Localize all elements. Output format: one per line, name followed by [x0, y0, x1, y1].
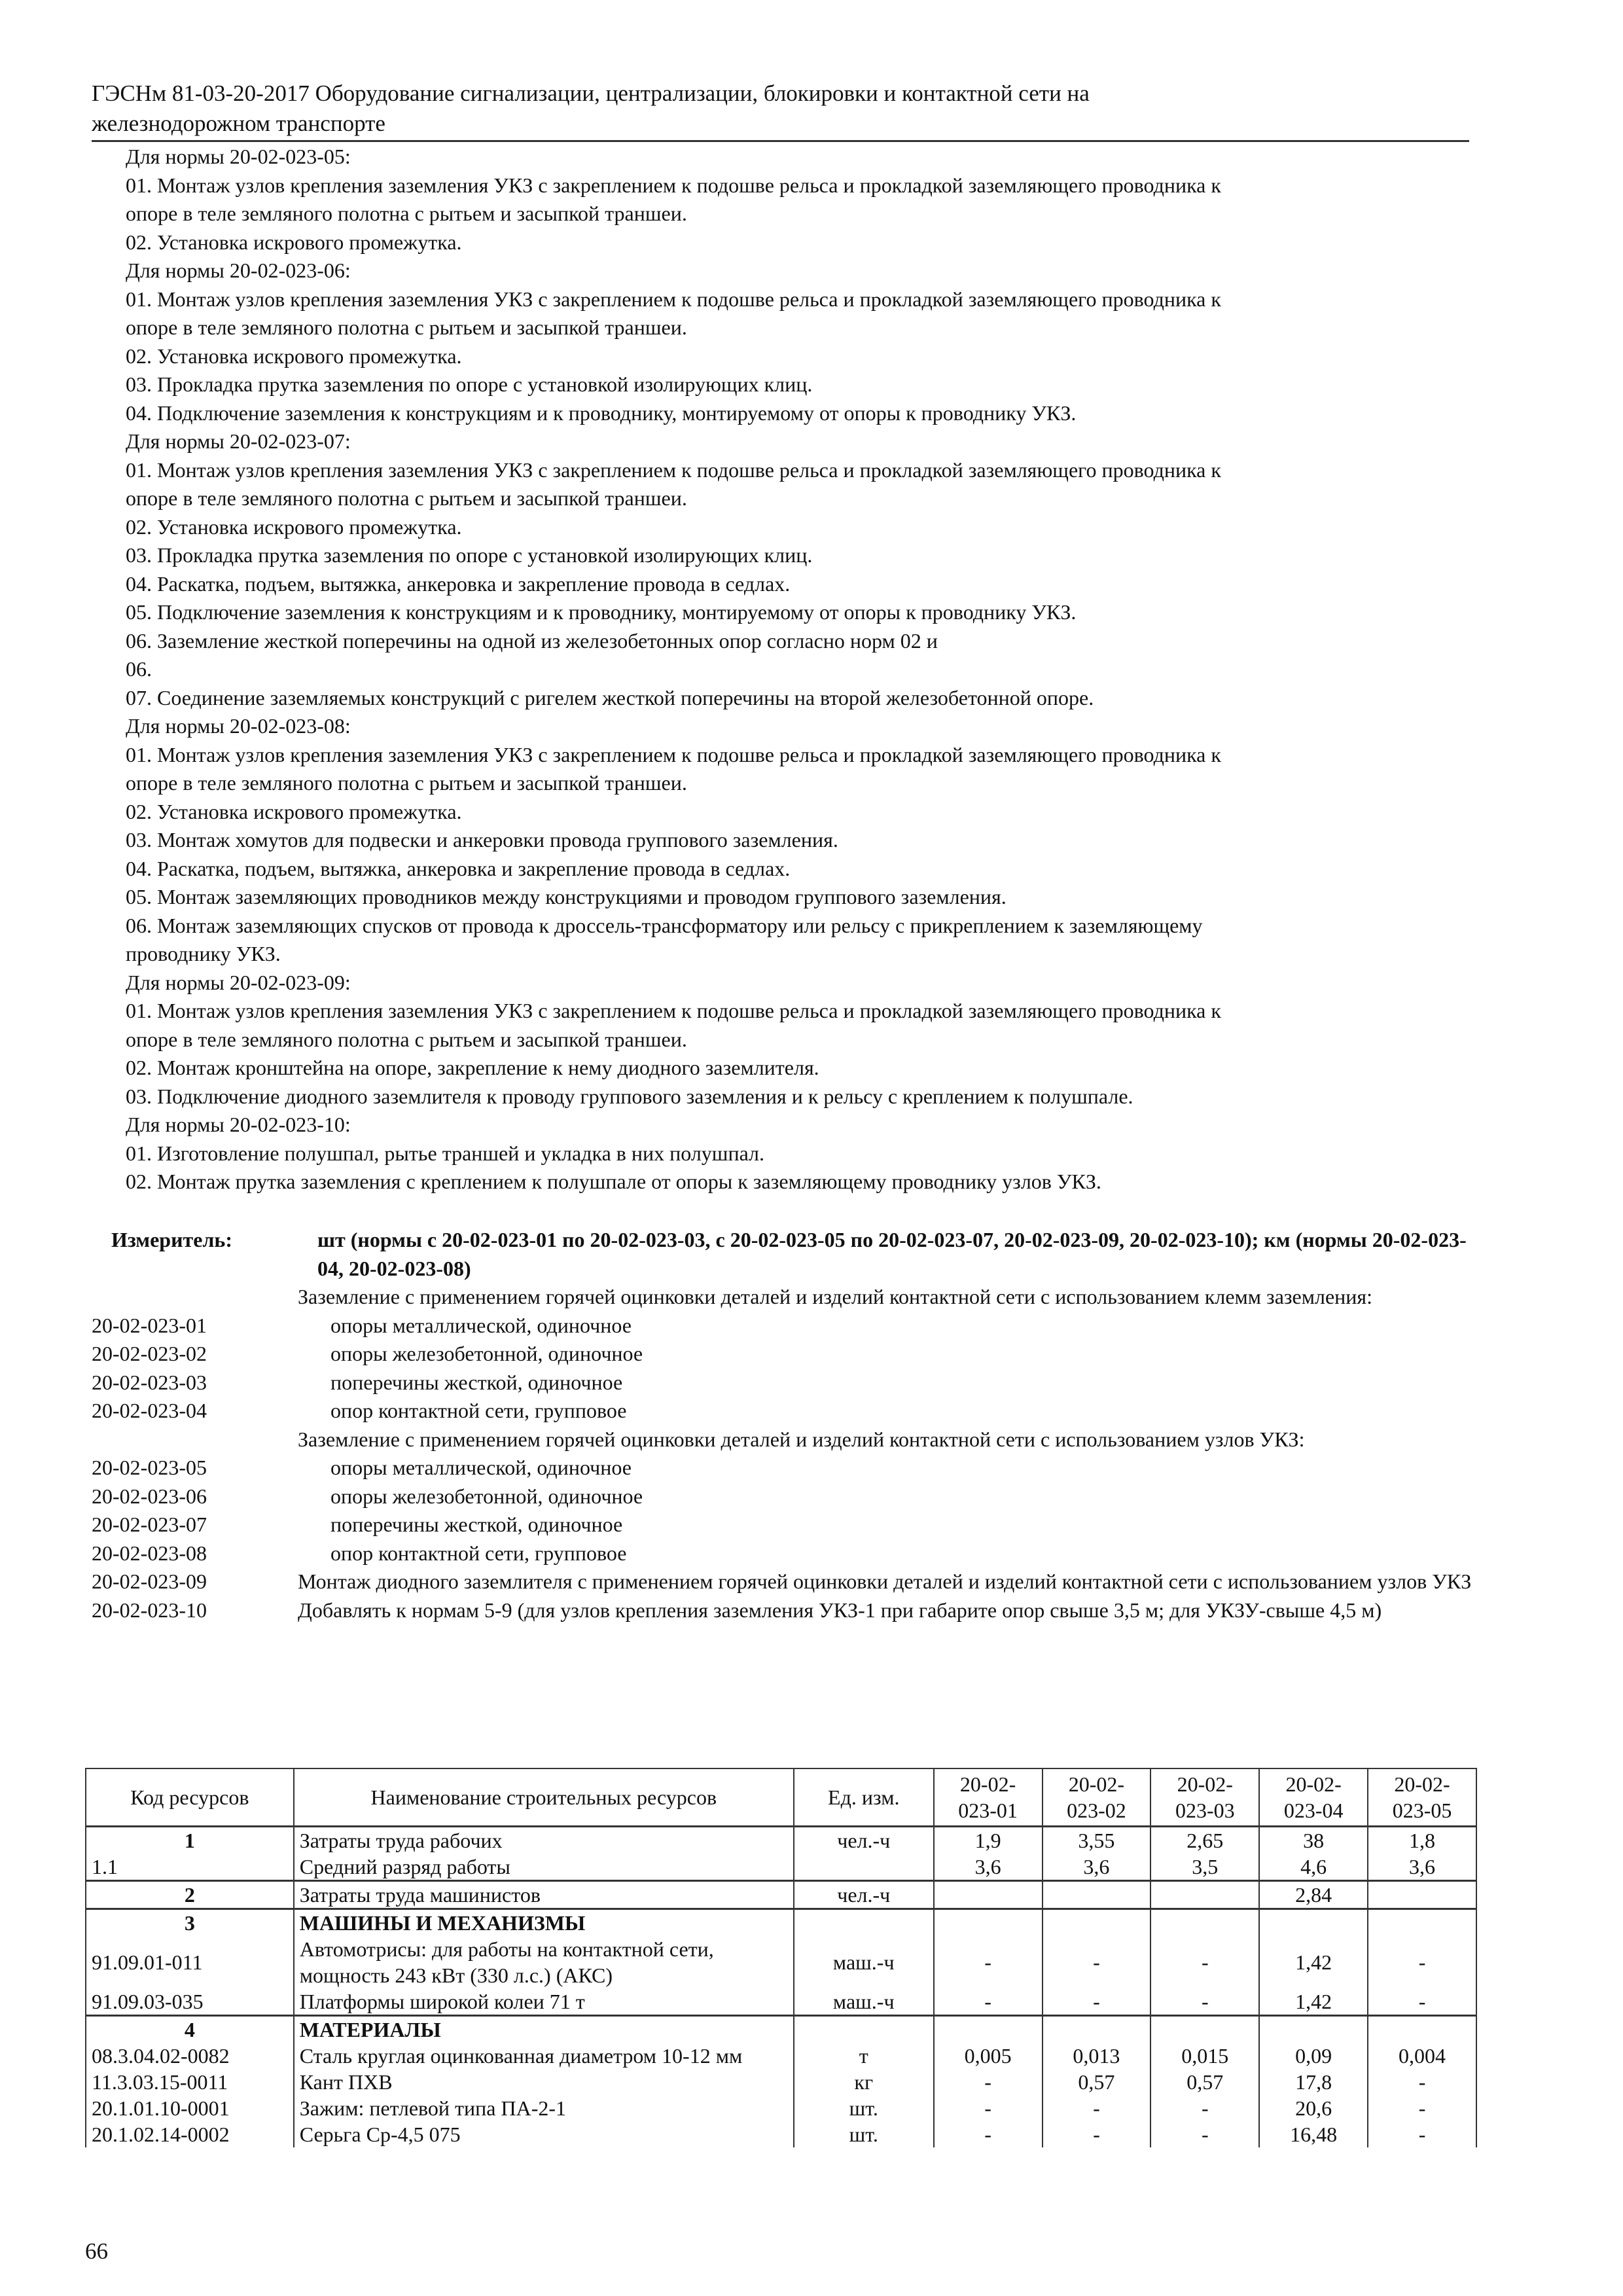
- description-line: опоре в теле земляного полотна с рытьем и засыпкой траншеи.: [126, 1027, 687, 1051]
- resource-value: 0,004: [1368, 2043, 1476, 2069]
- resource-value: [1150, 1909, 1259, 1937]
- resource-value: 3,6: [1368, 1854, 1476, 1881]
- resource-value: -: [1368, 1936, 1476, 1988]
- description-line: 02. Установка искрового промежутка.: [126, 344, 462, 368]
- resource-name: МАШИНЫ И МЕХАНИЗМЫ: [294, 1909, 794, 1937]
- resource-value: -: [934, 2121, 1043, 2147]
- resource-code: 20.1.01.10-0001: [86, 2095, 294, 2121]
- resource-code: 91.09.01-011: [86, 1936, 294, 1988]
- resource-unit: маш.-ч: [794, 1988, 934, 2016]
- column-header: Ед. изм.: [794, 1768, 934, 1827]
- description-line: 03. Подключение диодного заземлителя к проводу группового заземления и к рельсу с креплением к полушпале.: [126, 1084, 1133, 1108]
- norm-title: поперечины жесткой, одиночное: [330, 1370, 623, 1394]
- description-line: 05. Подключение заземления к конструкциям и к проводнику, монтируемому от опоры к проводнику УКЗ.: [126, 600, 1077, 624]
- resource-value: [1259, 1909, 1368, 1937]
- resource-value: -: [1043, 2121, 1151, 2147]
- description-line: 04. Раскатка, подъем, вытяжка, анкеровка и закрепление провода в седлах.: [126, 571, 791, 596]
- norm-title: Добавлять к нормам 5-9 (для узлов крепления заземления УКЗ-1 при габарите опор свыше 3,5 м; для УКЗУ-свыше 4,5 м): [298, 1598, 1382, 1622]
- table-row: [86, 1827, 1476, 1854]
- norm-row: [92, 1340, 1472, 1369]
- table-row: [86, 2043, 1476, 2069]
- resource-unit: шт.: [794, 2121, 934, 2147]
- resource-value: 4,6: [1259, 1854, 1368, 1881]
- norm-code: 20-02-023-02: [92, 1342, 207, 1365]
- resource-name: МАТЕРИАЛЫ: [294, 2016, 794, 2043]
- resource-value: [1043, 1881, 1151, 1909]
- column-header: Код ресурсов: [86, 1768, 294, 1827]
- column-header: 20-02- 023-03: [1150, 1768, 1259, 1827]
- table-row: [86, 2016, 1476, 2043]
- description-line: 01. Монтаж узлов крепления заземления УКЗ с закреплением к подошве рельса и прокладкой заземляющего проводника к: [126, 457, 1221, 482]
- resource-code: 1: [86, 1827, 294, 1854]
- norm-title: опор контактной сети, групповое: [330, 1541, 627, 1565]
- measure-row: [92, 1226, 1472, 1283]
- resource-value: 1,9: [934, 1827, 1043, 1854]
- resource-value: [1043, 2016, 1151, 2043]
- norm-row: [92, 1397, 1472, 1426]
- resource-value: 1,8: [1368, 1827, 1476, 1854]
- norm-code: 20-02-023-06: [92, 1484, 207, 1508]
- resource-value: -: [1368, 1988, 1476, 2016]
- resource-value: 0,09: [1259, 2043, 1368, 2069]
- description-line: Для нормы 20-02-023-08:: [126, 714, 351, 738]
- measure-units: шт (нормы с 20-02-023-01 по 20-02-023-03, с 20-02-023-05 по 20-02-023-07, 20-02-023-09, 20-02-023-10); км (нормы 20-02-023-04, 20-02-023-08): [317, 1228, 1467, 1280]
- description-line: 02. Установка искрового промежутка.: [126, 230, 462, 254]
- description-line: 01. Монтаж узлов крепления заземления УКЗ с закреплением к подошве рельса и прокладкой заземляющего проводника к: [126, 287, 1221, 311]
- description-line: Для нормы 20-02-023-06:: [126, 259, 351, 282]
- resource-value: 0,57: [1043, 2069, 1151, 2095]
- description-line: 01. Монтаж узлов крепления заземления УКЗ с закреплением к подошве рельса и прокладкой заземляющего проводника к: [126, 999, 1221, 1022]
- resource-unit: [794, 2016, 934, 2043]
- description-line: проводнику УКЗ.: [126, 942, 281, 965]
- table-row: [86, 1988, 1476, 2016]
- table-row: [86, 1909, 1476, 1937]
- norm-code: 20-02-023-07: [92, 1513, 207, 1536]
- resource-value: 0,013: [1043, 2043, 1151, 2069]
- resource-value: 38: [1259, 1827, 1368, 1854]
- resource-value: 2,84: [1259, 1881, 1368, 1909]
- resource-value: -: [1150, 2121, 1259, 2147]
- resource-value: [1368, 1909, 1476, 1937]
- column-header: 20-02- 023-02: [1043, 1768, 1151, 1827]
- description-line: 05. Монтаж заземляющих проводников между конструкциями и проводом группового заземления.: [126, 885, 1007, 908]
- norm-title: опоры железобетонной, одиночное: [330, 1484, 643, 1508]
- norm-code: 20-02-023-04: [92, 1399, 207, 1422]
- resource-value: [1043, 1909, 1151, 1937]
- resource-unit: шт.: [794, 2095, 934, 2121]
- norm-code: 20-02-023-09: [92, 1570, 207, 1593]
- resources-table: [85, 1768, 1477, 2147]
- description-line: 06. Заземление жесткой поперечины на одной из железобетонных опор согласно норм 02 и: [126, 628, 938, 653]
- resource-value: -: [1150, 1988, 1259, 2016]
- description-line: 03. Монтаж хомутов для подвески и анкеровки провода группового заземления.: [126, 828, 838, 852]
- table-body: [86, 1827, 1476, 2148]
- resource-name: Затраты труда рабочих: [294, 1827, 794, 1854]
- norm-row: [92, 1312, 1472, 1340]
- resource-unit: т: [794, 2043, 934, 2069]
- norm-row: [92, 1568, 1472, 1596]
- resource-unit: [794, 1909, 934, 1937]
- norm-row: [92, 1596, 1472, 1625]
- norm-code: 20-02-023-05: [92, 1456, 207, 1479]
- resource-value: -: [934, 1988, 1043, 2016]
- description-line: 06. Монтаж заземляющих спусков от провода к дроссель-трансформатору или рельсу с прикреплением к заземляющему: [126, 913, 1203, 937]
- description-line: 03. Прокладка прутка заземления по опоре с установкой изолирующих клиц.: [126, 372, 813, 396]
- resource-code: 20.1.02.14-0002: [86, 2121, 294, 2147]
- column-header: 20-02- 023-01: [934, 1768, 1043, 1827]
- resource-value: -: [1368, 2095, 1476, 2121]
- group-1-text: Заземление с применением горячей оцинковки деталей и изделий контактной сети с использованием клемм заземления:: [298, 1285, 1373, 1308]
- resource-value: [1259, 2016, 1368, 2043]
- norm-row: [92, 1511, 1472, 1539]
- resource-value: -: [1043, 2095, 1151, 2121]
- resource-value: [1150, 1881, 1259, 1909]
- resource-code: 11.3.03.15-0011: [86, 2069, 294, 2095]
- resource-name: Кант ПХВ: [294, 2069, 794, 2095]
- resource-value: 0,57: [1150, 2069, 1259, 2095]
- resource-value: -: [934, 2095, 1043, 2121]
- resource-code: 91.09.03-035: [86, 1988, 294, 2016]
- resource-unit: кг: [794, 2069, 934, 2095]
- resource-code: 1.1: [86, 1854, 294, 1881]
- header-line-2: железнодорожном транспорте: [92, 111, 385, 136]
- description-line: опоре в теле земляного полотна с рытьем и засыпкой траншеи.: [126, 315, 687, 339]
- resource-name: Зажим: петлевой типа ПА-2-1: [294, 2095, 794, 2121]
- table-header-row: [86, 1768, 1476, 1827]
- resource-unit: [794, 1854, 934, 1881]
- description-line: 02. Установка искрового промежутка.: [126, 799, 462, 823]
- resource-name: Автомотрисы: для работы на контактной сети, мощность 243 кВт (330 л.с.) (АКС): [294, 1936, 794, 1988]
- resource-value: -: [1150, 1936, 1259, 1988]
- column-header: 20-02- 023-05: [1368, 1768, 1476, 1827]
- description-line: 02. Монтаж прутка заземления с креплением к полушпале от опоры к заземляющему проводнику узлов УКЗ.: [126, 1170, 1101, 1193]
- work-description: [126, 143, 1474, 1196]
- column-header: Наименование строительных ресурсов: [294, 1768, 794, 1827]
- resource-name: Серьга Ср-4,5 075: [294, 2121, 794, 2147]
- norm-row: [92, 1369, 1472, 1397]
- group-heading-2: [92, 1426, 1472, 1454]
- table-row: [86, 2121, 1476, 2147]
- norm-title: опоры металлической, одиночное: [330, 1313, 632, 1337]
- resource-name: Затраты труда машинистов: [294, 1881, 794, 1909]
- resource-value: 0,005: [934, 2043, 1043, 2069]
- resource-unit: чел.-ч: [794, 1827, 934, 1854]
- group-heading-1: [92, 1283, 1472, 1312]
- resource-value: -: [934, 1936, 1043, 1988]
- resource-value: 1,42: [1259, 1936, 1368, 1988]
- description-line: Для нормы 20-02-023-09:: [126, 970, 351, 994]
- norm-title: опор контактной сети, групповое: [330, 1399, 627, 1422]
- column-header: 20-02- 023-04: [1259, 1768, 1368, 1827]
- resource-value: [1368, 2016, 1476, 2043]
- description-line: Для нормы 20-02-023-07:: [126, 429, 351, 453]
- description-line: 03. Прокладка прутка заземления по опоре с установкой изолирующих клиц.: [126, 543, 813, 567]
- resource-value: [1150, 2016, 1259, 2043]
- norm-list-1: [92, 1312, 1472, 1426]
- table-row: [86, 1936, 1476, 1988]
- group-2-text: Заземление с применением горячей оцинковки деталей и изделий контактной сети с использованием узлов УКЗ:: [298, 1427, 1305, 1451]
- resource-value: [934, 1881, 1043, 1909]
- resource-unit: маш.-ч: [794, 1936, 934, 1988]
- resource-code: 4: [86, 2016, 294, 2043]
- norm-list-3: [92, 1568, 1472, 1624]
- norm-code: 20-02-023-01: [92, 1313, 207, 1337]
- description-line: 04. Подключение заземления к конструкциям и к проводнику, монтируемому от опоры к проводнику УКЗ.: [126, 401, 1077, 425]
- resource-value: -: [1043, 1936, 1151, 1988]
- description-line: Для нормы 20-02-023-05:: [126, 145, 351, 168]
- description-line: 02. Установка искрового промежутка.: [126, 514, 462, 539]
- resource-code: 3: [86, 1909, 294, 1937]
- description-line: Для нормы 20-02-023-10:: [126, 1113, 351, 1136]
- norm-code: 20-02-023-08: [92, 1541, 207, 1565]
- resource-unit: чел.-ч: [794, 1881, 934, 1909]
- resource-value: 20,6: [1259, 2095, 1368, 2121]
- resource-value: 17,8: [1259, 2069, 1368, 2095]
- page-number: 66: [85, 2238, 108, 2264]
- page-header: [92, 79, 1469, 142]
- norm-title: опоры железобетонной, одиночное: [330, 1342, 643, 1365]
- resource-value: 2,65: [1150, 1827, 1259, 1854]
- description-line: 01. Изготовление полушпал, рытье траншей и укладка в них полушпал.: [126, 1141, 765, 1165]
- resource-code: 08.3.04.02-0082: [86, 2043, 294, 2069]
- table-row: [86, 2095, 1476, 2121]
- table-row: [86, 1854, 1476, 1881]
- norm-title: опоры металлической, одиночное: [330, 1456, 632, 1479]
- description-line: 07. Соединение заземляемых конструкций с ригелем жесткой поперечины на второй железобетонной опоре.: [126, 685, 1094, 709]
- norm-row: [92, 1482, 1472, 1511]
- norm-code: 20-02-023-03: [92, 1370, 207, 1394]
- resource-value: -: [1150, 2095, 1259, 2121]
- description-line: опоре в теле земляного полотна с рытьем и засыпкой траншеи.: [126, 486, 687, 510]
- resource-value: 3,6: [934, 1854, 1043, 1881]
- norm-row: [92, 1454, 1472, 1482]
- resource-value: 3,5: [1150, 1854, 1259, 1881]
- norm-list-2: [92, 1454, 1472, 1568]
- resource-value: 0,015: [1150, 2043, 1259, 2069]
- table-row: [86, 2069, 1476, 2095]
- norm-title: Монтаж диодного заземлителя с применением горячей оцинковки деталей и изделий контактной сети с использованием узлов УКЗ: [298, 1570, 1472, 1593]
- description-line: 06.: [126, 657, 152, 681]
- resource-value: [934, 1909, 1043, 1937]
- description-line: 04. Раскатка, подъем, вытяжка, анкеровка и закрепление провода в седлах.: [126, 856, 791, 880]
- header-line-1: ГЭСНм 81-03-20-2017 Оборудование сигнализации, централизации, блокировки и контактной сети на: [92, 81, 1090, 106]
- resource-value: [1368, 1881, 1476, 1909]
- resource-value: 16,48: [1259, 2121, 1368, 2147]
- measure-label: Измеритель:: [111, 1228, 232, 1251]
- resource-value: [934, 2016, 1043, 2043]
- description-line: 01. Монтаж узлов крепления заземления УКЗ с закреплением к подошве рельса и прокладкой заземляющего проводника к: [126, 173, 1221, 197]
- resource-name: Платформы широкой колеи 71 т: [294, 1988, 794, 2016]
- resource-value: 3,55: [1043, 1827, 1151, 1854]
- resource-value: -: [1368, 2069, 1476, 2095]
- description-line: 01. Монтаж узлов крепления заземления УКЗ с закреплением к подошве рельса и прокладкой заземляющего проводника к: [126, 742, 1221, 766]
- norm-title: поперечины жесткой, одиночное: [330, 1513, 623, 1536]
- resource-value: -: [934, 2069, 1043, 2095]
- resource-value: 3,6: [1043, 1854, 1151, 1881]
- resource-name: Средний разряд работы: [294, 1854, 794, 1881]
- norm-code: 20-02-023-10: [92, 1598, 207, 1622]
- resource-value: 1,42: [1259, 1988, 1368, 2016]
- resource-value: -: [1043, 1988, 1151, 2016]
- description-line: опоре в теле земляного полотна с рытьем и засыпкой траншеи.: [126, 771, 687, 795]
- measure-block: [92, 1226, 1472, 1624]
- norm-row: [92, 1539, 1472, 1568]
- table-row: [86, 1881, 1476, 1909]
- resource-value: -: [1368, 2121, 1476, 2147]
- description-line: опоре в теле земляного полотна с рытьем и засыпкой траншеи.: [126, 202, 687, 225]
- description-line: 02. Монтаж кронштейна на опоре, закрепление к нему диодного заземлителя.: [126, 1056, 819, 1079]
- resource-code: 2: [86, 1881, 294, 1909]
- resource-name: Сталь круглая оцинкованная диаметром 10-12 мм: [294, 2043, 794, 2069]
